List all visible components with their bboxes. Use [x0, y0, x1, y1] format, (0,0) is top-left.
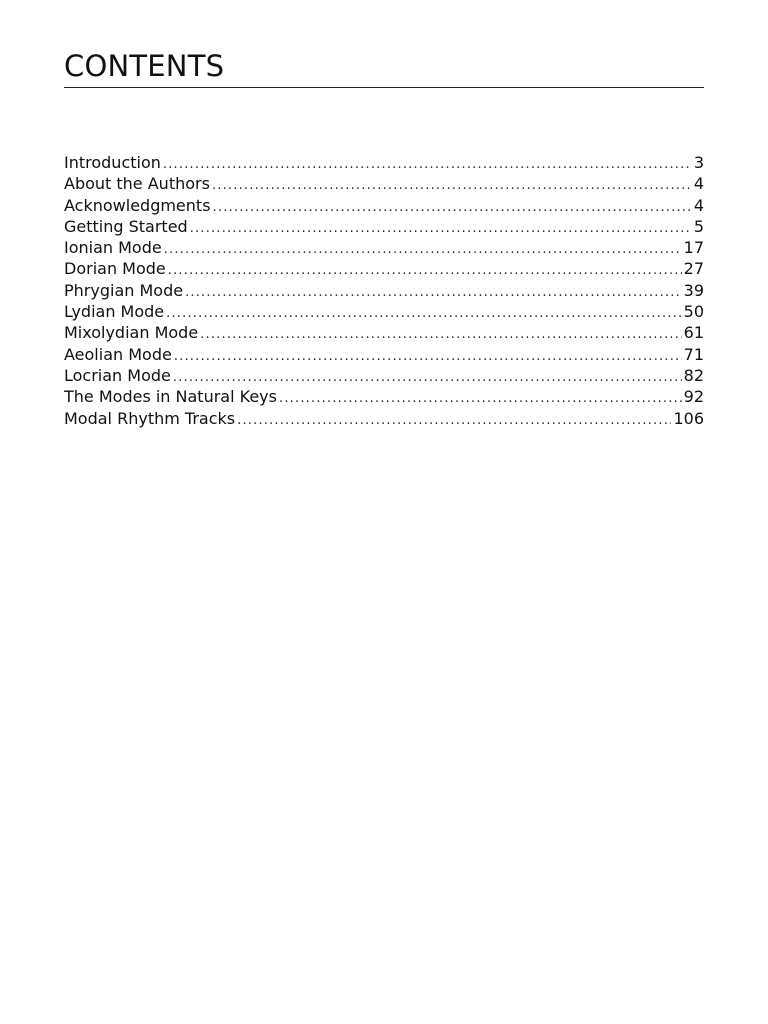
toc-entry-page-number: 82 — [683, 365, 704, 385]
dot-leader — [237, 410, 671, 431]
dot-leader — [164, 239, 682, 260]
toc-entry-page-number: 27 — [683, 259, 704, 279]
toc-entry-label: Getting Started — [64, 216, 188, 236]
toc-entry[interactable] — [64, 237, 704, 258]
toc-entry-label: Locrian Mode — [64, 365, 171, 385]
toc-entry-page-number: 39 — [683, 280, 704, 300]
dot-leader — [173, 367, 682, 388]
toc-entry-label: About the Authors — [64, 174, 210, 194]
toc-entry[interactable] — [64, 301, 704, 322]
title-divider — [64, 87, 704, 88]
toc-entry-label: Phrygian Mode — [64, 280, 184, 300]
dot-leader — [212, 175, 692, 196]
toc-entry-page-number: 3 — [693, 153, 704, 172]
page-title: CONTENTS — [64, 49, 225, 83]
toc-entry[interactable] — [64, 408, 704, 429]
toc-entry[interactable] — [64, 280, 704, 301]
toc-entry-label: The Modes in Natural Keys — [64, 387, 277, 407]
toc-entry-page-number: 50 — [683, 302, 704, 322]
dot-leader — [185, 282, 682, 303]
dot-leader — [174, 346, 682, 367]
toc-entry[interactable] — [64, 258, 704, 279]
dot-leader — [190, 218, 692, 239]
dot-leader — [279, 388, 682, 409]
toc-entry-page-number: 106 — [673, 408, 704, 428]
toc-entry-page-number: 4 — [693, 195, 704, 215]
toc-entry[interactable] — [64, 386, 704, 407]
toc-entry-label: Lydian Mode — [64, 302, 165, 322]
toc-entry[interactable] — [64, 173, 704, 194]
toc-entry-page-number: 17 — [683, 238, 704, 258]
toc-entry-page-number: 71 — [683, 344, 704, 364]
toc-entry-label: Ionian Mode — [64, 238, 162, 258]
table-of-contents — [64, 152, 704, 429]
toc-entry-page-number: 5 — [693, 216, 704, 236]
toc-entry-label: Mixolydian Mode — [64, 323, 199, 343]
document-page — [64, 0, 704, 1024]
dot-leader — [213, 197, 692, 218]
toc-entry[interactable] — [64, 365, 704, 386]
toc-entry-page-number: 4 — [693, 174, 704, 194]
toc-entry-label: Aeolian Mode — [64, 344, 172, 364]
toc-entry[interactable] — [64, 216, 704, 237]
dot-leader — [166, 303, 682, 324]
toc-entry-label: Acknowledgments — [64, 195, 211, 215]
toc-entry-label: Dorian Mode — [64, 259, 166, 279]
toc-entry[interactable] — [64, 152, 704, 173]
toc-entry-page-number: 92 — [683, 387, 704, 407]
toc-entry-label: Introduction — [64, 153, 161, 172]
dot-leader — [168, 260, 682, 281]
toc-entry[interactable] — [64, 322, 704, 343]
dot-leader — [163, 154, 692, 175]
toc-entry-label: Modal Rhythm Tracks — [64, 408, 236, 428]
toc-entry[interactable] — [64, 344, 704, 365]
toc-entry[interactable] — [64, 195, 704, 216]
toc-entry-page-number: 61 — [683, 323, 704, 343]
dot-leader — [200, 324, 681, 345]
